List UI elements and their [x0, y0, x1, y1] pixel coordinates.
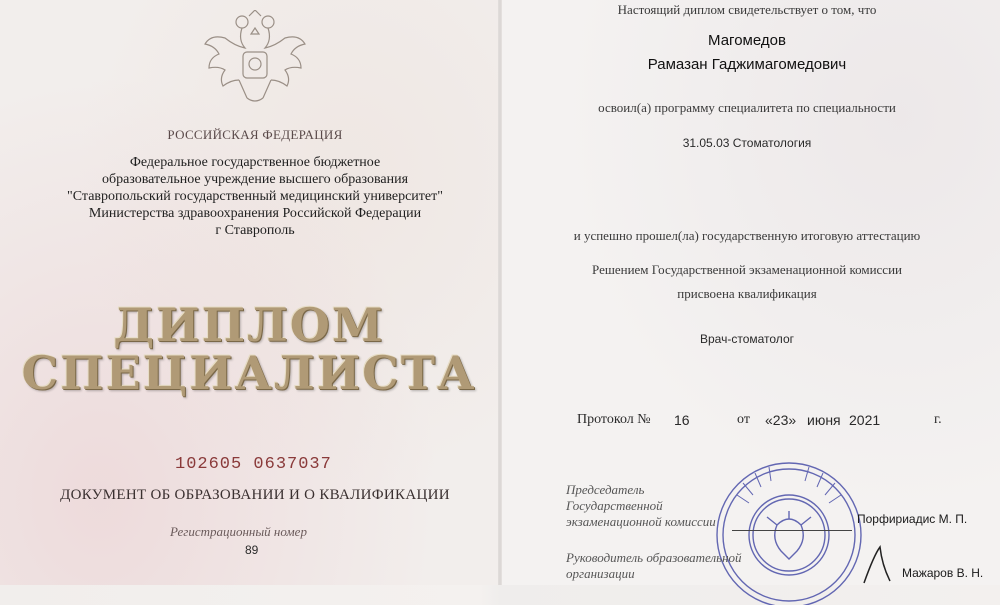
graduate-name-patronymic: Рамазан Гаджимагомедович: [647, 56, 847, 73]
protocol-day: «23»: [765, 412, 797, 428]
chairman-label-1: Председатель: [566, 482, 645, 497]
chairman-signature-line: [732, 530, 852, 531]
head-label-1: Руководитель образовательной: [566, 550, 742, 565]
institution-line-3: "Ставропольский государственный медицинский университет": [67, 189, 443, 204]
institution-line-5: г Ставрополь: [215, 223, 295, 238]
protocol-line: [577, 412, 947, 432]
protocol-year: 2021: [849, 412, 881, 428]
diploma-right-page: [502, 0, 1000, 585]
registration-number: 89: [245, 543, 259, 557]
institution-line-1: Федеральное государственное бюджетное: [129, 155, 381, 170]
chairman-label-3: экзаменационной комиссии: [566, 514, 716, 529]
protocol-month: июня: [807, 412, 841, 428]
registration-label: Регистрационный номер: [170, 524, 307, 539]
decision-line-2: присвоена квалификация: [677, 286, 817, 301]
head-name: Мажаров В. Н.: [902, 566, 984, 580]
country-name: РОССИЙСКАЯ ФЕДЕРАЦИЯ: [167, 127, 343, 142]
diploma-title-line-2: СПЕЦИАЛИСТА: [21, 346, 477, 400]
serial-number: 102605 0637037: [175, 455, 332, 474]
protocol-label: Протокол №: [577, 412, 651, 427]
document-type: ДОКУМЕНТ ОБ ОБРАЗОВАНИИ И О КВАЛИФИКАЦИИ: [60, 487, 450, 503]
head-label-2: организации: [566, 566, 635, 581]
graduate-surname: Магомедов: [708, 32, 786, 49]
diploma-left-page: [0, 0, 498, 585]
attestation-text: и успешно прошел(ла) государственную итоговую аттестацию: [573, 228, 921, 243]
protocol-number: 16: [674, 412, 690, 428]
institution-line-2: образовательное учреждение высшего образования: [101, 172, 409, 187]
eagle-emblem-icon: [195, 10, 315, 110]
mastered-text: освоил(а) программу специалитета по специальности: [598, 100, 896, 115]
specialty: 31.05.03 Стоматология: [682, 136, 812, 150]
chairman-label-2: Государственной: [566, 498, 663, 513]
institution-line-4: Министерства здравоохранения Российской Федерации: [88, 206, 422, 221]
qualification: Врач-стоматолог: [700, 332, 794, 346]
chairman-name: Порфириадис М. П.: [857, 512, 968, 526]
decision-line-1: Решением Государственной экзаменационной комиссии: [592, 262, 902, 277]
protocol-from: от: [737, 412, 750, 427]
diploma-title-line-1: ДИПЛОМ: [113, 298, 385, 352]
intro-text: Настоящий диплом свидетельствует о том, что: [617, 2, 877, 17]
protocol-year-suffix: г.: [934, 412, 942, 427]
signature-stroke-icon: [862, 545, 892, 585]
